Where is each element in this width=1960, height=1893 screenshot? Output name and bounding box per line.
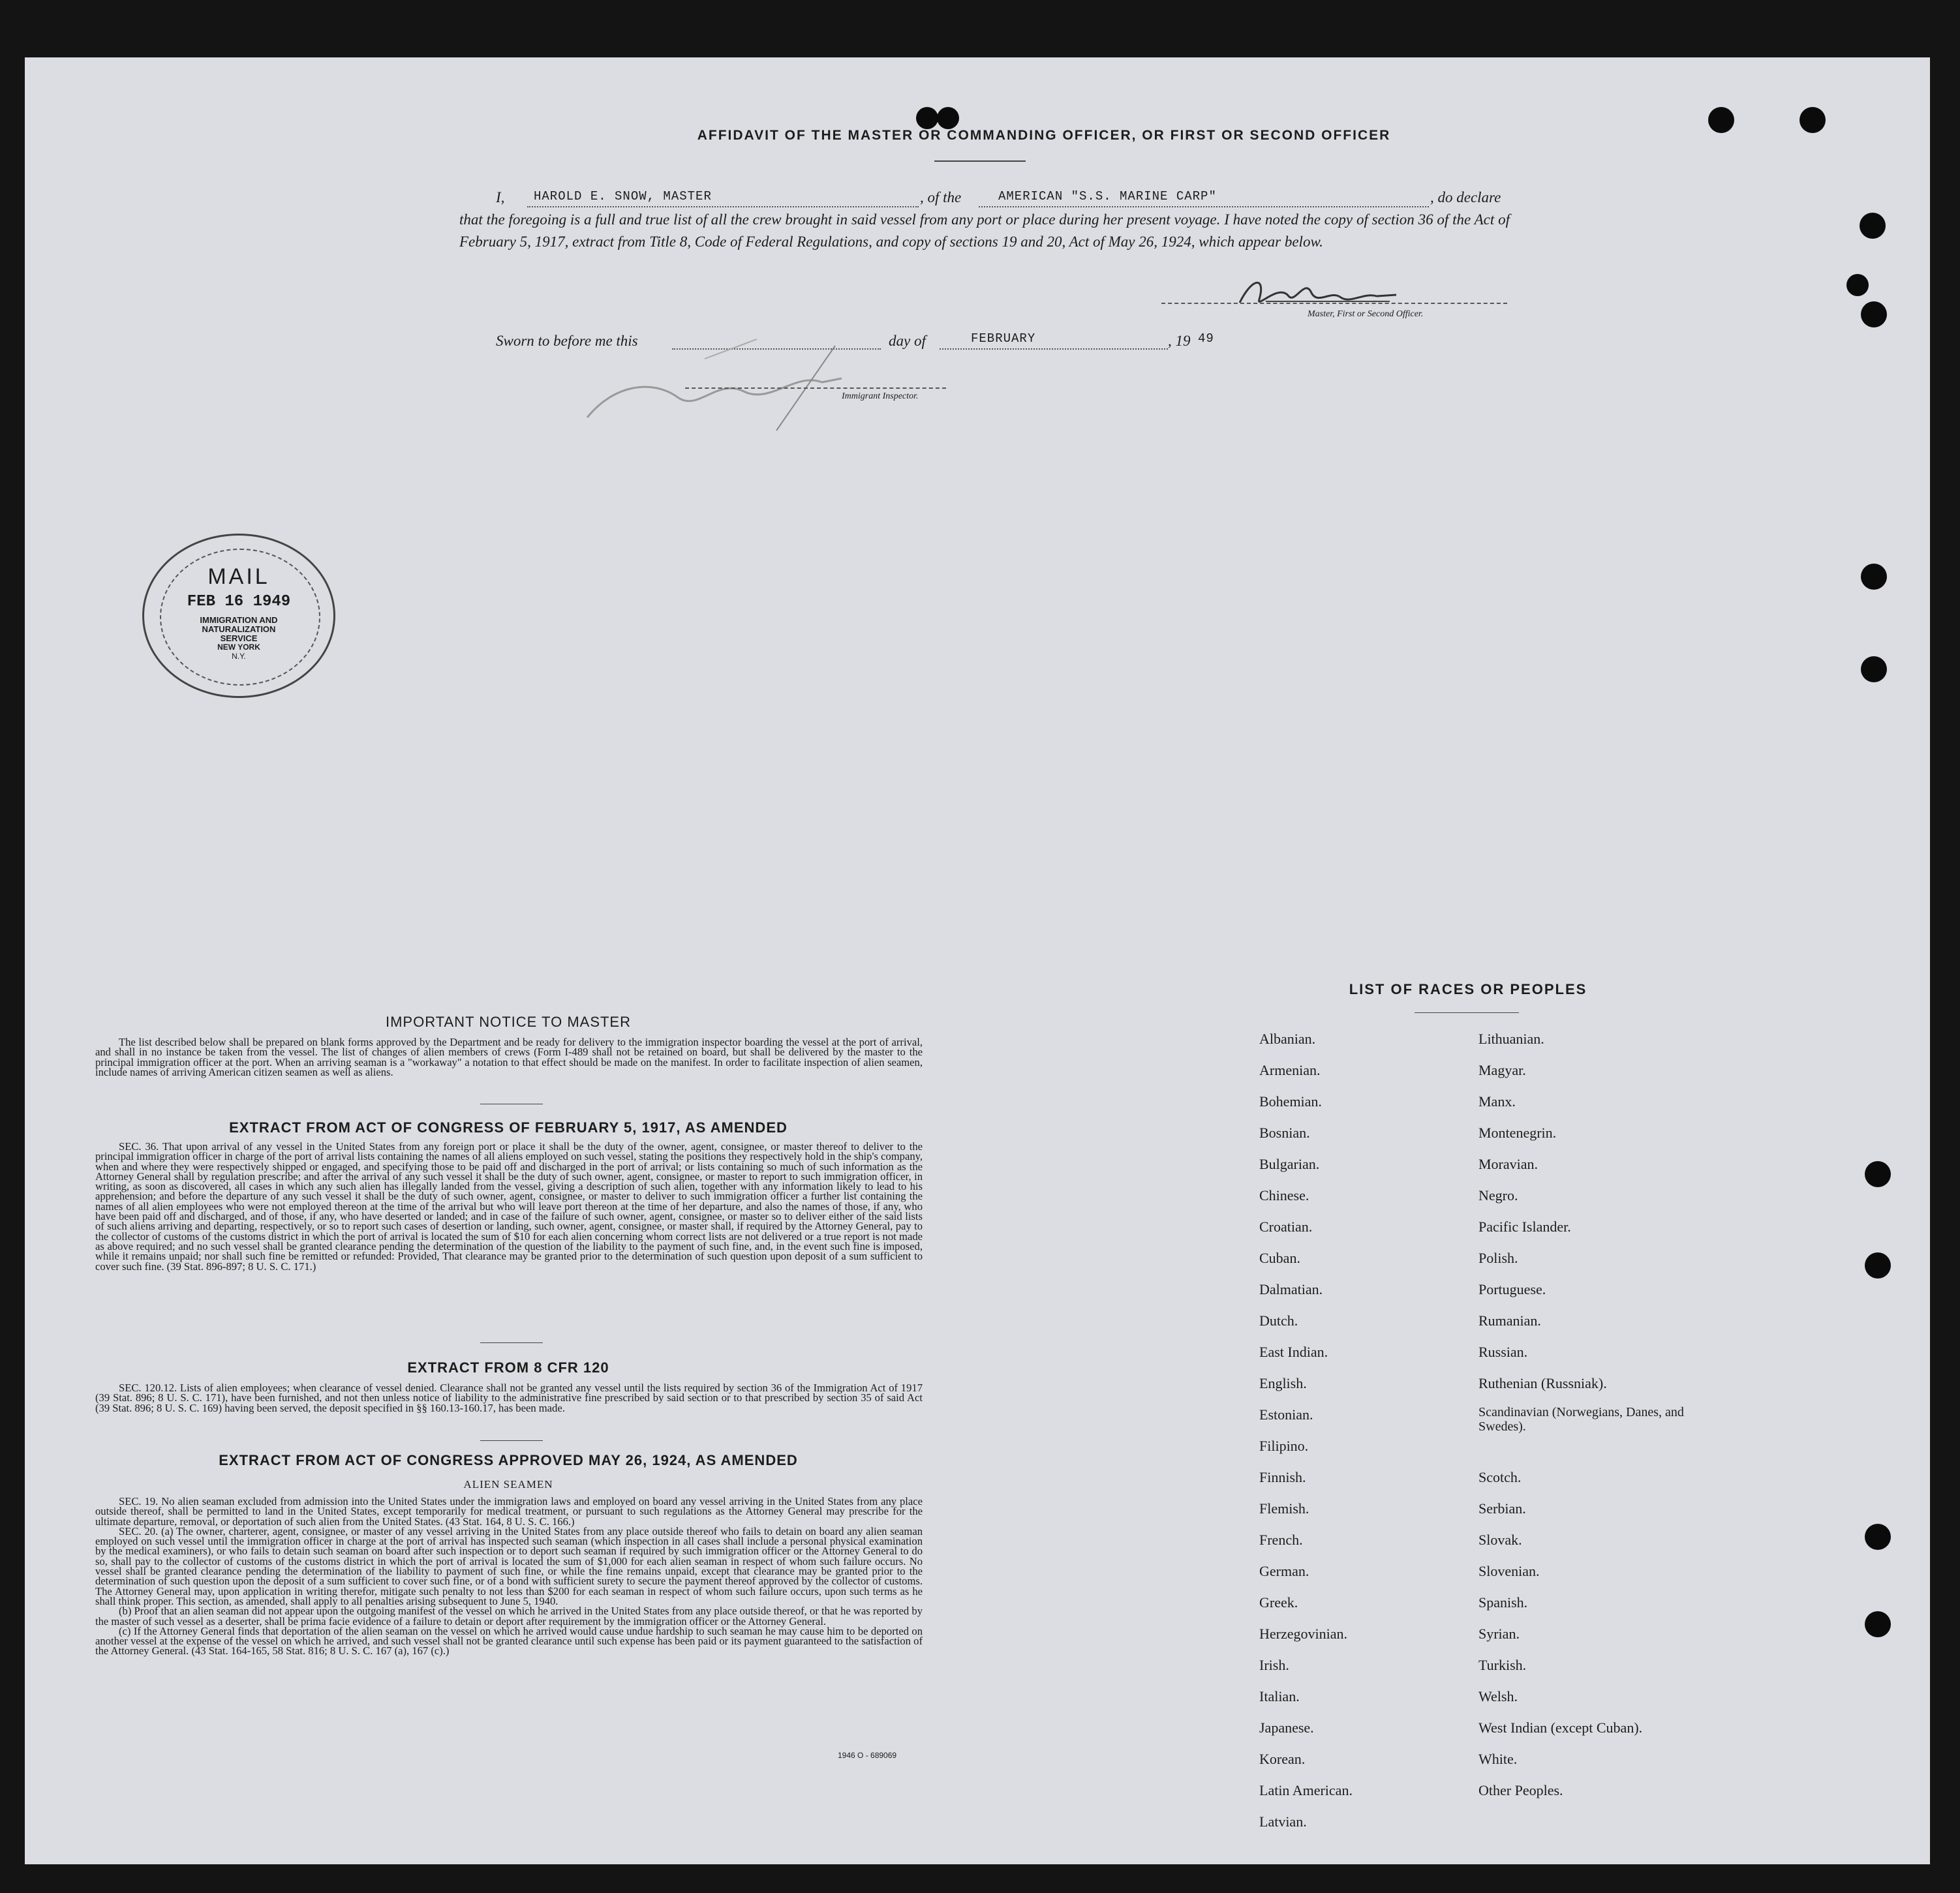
master-name-line <box>527 206 919 207</box>
signature-line <box>1161 303 1507 304</box>
race-item: Rumanian. <box>1478 1312 1541 1329</box>
race-item: Latin American. <box>1259 1782 1353 1798</box>
postmark-stamp <box>142 534 335 698</box>
race-item: Slovak. <box>1478 1532 1522 1548</box>
master-signature <box>1227 264 1409 316</box>
race-item: Estonian. <box>1259 1406 1313 1423</box>
race-item: Dutch. <box>1259 1312 1298 1329</box>
stamp-line: N.Y. <box>232 652 246 661</box>
stamp-date: FEB 16 1949 <box>187 593 291 611</box>
sworn-label: Sworn to before me this <box>496 333 638 349</box>
race-item: Cuban. <box>1259 1250 1300 1266</box>
race-item: Russian. <box>1478 1344 1528 1360</box>
punch-hole-icon <box>1861 656 1887 682</box>
punch-hole-icon <box>1799 107 1826 133</box>
extract-8cfr-body: SEC. 120.12. Lists of alien employees; when clearance of vessel denied. Clearance shall not be granted any vessel until the lists required by section 36 of the Immigration Act of 1917 (39 Stat. 896; 8 U. S. C. 171), have been furnished, and not then unless notice of liability to the administrative fine prescribed by said section or to that prescribed by section 35 of said Act (39 Stat. 896; 8 U. S. C. 169) having been served, the deposit specified in §§ 160.13-160.17, has been made. <box>95 1382 923 1414</box>
race-item: Chinese. <box>1259 1187 1309 1204</box>
month-line <box>940 348 1168 350</box>
race-item: Lithuanian. <box>1478 1031 1544 1047</box>
year-field: 49 <box>1198 331 1214 346</box>
divider <box>1415 1012 1519 1013</box>
race-item: Welsh. <box>1478 1688 1518 1704</box>
do-declare-label: , do declare <box>1430 189 1501 205</box>
extract-1917-title: EXTRACT FROM ACT OF CONGRESS OF FEBRUARY 5, 1917, AS AMENDED <box>229 1119 788 1136</box>
race-item: Spanish. <box>1478 1594 1528 1611</box>
race-item: Bohemian. <box>1259 1093 1322 1110</box>
punch-hole-icon <box>1865 1611 1891 1637</box>
inspector-line <box>685 387 946 389</box>
stamp-line: IMMIGRATION AND <box>200 615 278 625</box>
race-item: Korean. <box>1259 1751 1306 1767</box>
race-item: Manx. <box>1478 1093 1516 1110</box>
section-20b-text: (b) Proof that an alien seaman did not appear upon the outgoing manifest of the vessel on which he arrived in the United States from any place outside thereof, or that he was reported by the master of such vessel as a deserter, shall be prima facie evidence of a failure to detain or deport after requirement by the immigration officer or the Attorney General. <box>95 1605 923 1628</box>
race-item: Serbian. <box>1478 1500 1526 1517</box>
inspector-caption: Immigrant Inspector. <box>842 391 919 401</box>
race-item: Portuguese. <box>1478 1281 1546 1297</box>
extract-8cfr-title: EXTRACT FROM 8 CFR 120 <box>407 1359 609 1376</box>
race-item: Scotch. <box>1478 1469 1522 1485</box>
race-item: Montenegrin. <box>1478 1125 1557 1141</box>
race-item: Latvian. <box>1259 1813 1307 1830</box>
year-prefix: , 19 <box>1168 333 1191 349</box>
race-item: Armenian. <box>1259 1062 1321 1078</box>
print-code: 1946 O - 689069 <box>838 1751 897 1760</box>
race-item: French. <box>1259 1532 1303 1548</box>
race-item: Japanese. <box>1259 1719 1314 1736</box>
vessel-name-field: AMERICAN "S.S. MARINE CARP" <box>998 189 1217 204</box>
punch-hole-icon <box>1860 213 1886 239</box>
race-item: Pacific Islander. <box>1478 1219 1571 1235</box>
race-item: Albanian. <box>1259 1031 1316 1047</box>
punch-hole-icon <box>1865 1252 1891 1279</box>
race-item: Other Peoples. <box>1478 1782 1563 1798</box>
race-item: Filipino. <box>1259 1438 1309 1454</box>
extract-1924-title: EXTRACT FROM ACT OF CONGRESS APPROVED MAY 26, 1924, AS AMENDED <box>219 1452 798 1468</box>
race-item: English. <box>1259 1375 1307 1391</box>
stamp-mail: MAIL <box>207 564 270 589</box>
punch-hole-icon <box>1708 107 1734 133</box>
master-name-field: HAROLD E. SNOW, MASTER <box>534 189 712 204</box>
races-title: LIST OF RACES OR PEOPLES <box>1349 981 1587 997</box>
inspector-signature <box>561 320 926 444</box>
affidavit-i-label: I, <box>496 189 505 205</box>
month-field: FEBRUARY <box>971 331 1036 346</box>
punch-hole-icon <box>1846 274 1869 296</box>
race-item: Syrian. <box>1478 1626 1520 1642</box>
section-20a-text: SEC. 20. (a) The owner, charterer, agent, consignee, or master of any vessel arriving in the United States from any place outside thereof who fails to detain on board any alien seaman employed on such vessel until the immigration officer in charge at the port of arrival has inspected such seaman (which inspection in all cases shall include a personal physical examination by the medical examiners), or who fails to detain such seaman on board after such inspection or to deport such seaman if required by such immigration officer or the Attorney General to do so, shall pay to the collector of customs of the customs district in which the port of arrival is located the sum of $1,000 for each alien seaman in respect of whom such failure occurs. No vessel shall be granted clearance pending the determination of the liability to payment of such fine, or while the fine remains unpaid, except that clearance may be granted prior to the determination of such question upon the deposit of a sum sufficient to cover such fine, or of a bond with sufficient surety to secure the payment thereof approved by the collector of customs. The Attorney General may, upon application in writing therefor, mitigate such penalty to not less than $200 for each seaman in respect of whom such failure occurs, upon such terms as he shall think proper. This section, as amended, shall apply to all penalties arising subsequent to June 5, 1940. <box>95 1524 923 1607</box>
race-item: Polish. <box>1478 1250 1518 1266</box>
punch-hole-icon <box>937 107 959 129</box>
notice-body: The list described below shall be prepared on blank forms approved by the Department and be ready for delivery to the immigration inspector boarding the vessel at the port of arrival, and shall in no instance be taken from the vessel. The list of changes of alien members of crews (Form I-489 shall not be retained on board, but shall be delivered by the master to the principal immigration officer at the port. When an arriving seaman is a "workaway" a notation to that effect should be made on the manifest. In order to facilitate inspection of alien seamen, include names of arriving American citizen seamen as well as aliens. <box>95 1036 923 1078</box>
stamp-line: NATURALIZATION <box>202 624 276 634</box>
race-item: Slovenian. <box>1478 1563 1540 1579</box>
race-item: Finnish. <box>1259 1469 1306 1485</box>
race-item: Croatian. <box>1259 1219 1313 1235</box>
race-item: White. <box>1478 1751 1518 1767</box>
extract-1924-body <box>95 1496 923 1656</box>
race-item: Greek. <box>1259 1594 1298 1611</box>
punch-hole-icon <box>1861 564 1887 590</box>
race-item: Turkish. <box>1478 1657 1527 1673</box>
affidavit-title: AFFIDAVIT OF THE MASTER OR COMMANDING OFFICER, OR FIRST OR SECOND OFFICER <box>697 128 1391 143</box>
race-item: East Indian. <box>1259 1344 1328 1360</box>
race-item: Irish. <box>1259 1657 1289 1673</box>
day-of-label: day of <box>889 333 926 349</box>
race-item: Magyar. <box>1478 1062 1526 1078</box>
race-item: Ruthenian (Russniak). <box>1478 1375 1607 1391</box>
punch-hole-icon <box>1861 301 1887 327</box>
vessel-name-line <box>979 206 1429 207</box>
punch-hole-icon <box>1865 1161 1891 1187</box>
race-item: German. <box>1259 1563 1309 1579</box>
race-item: Negro. <box>1478 1187 1518 1204</box>
extract-1917-body: SEC. 36. That upon arrival of any vessel in the United States from any foreign port or place it shall be the duty of the owner, agent, consignee, or master thereof to deliver to the principal immigration officer in charge of the port of arrival lists containing the names of all aliens employed on such vessel, stating the positions they respectively hold in the ship's company, when and where they were respectively shipped or engaged, and specifying those to be paid off and discharged in the port of arrival; or lists containing so much of such information as the Attorney General shall by regulation prescribe; and after the arrival of any such vessel it shall be the duty of such owner, agent, consignee, or master to report to such immigration officer, in writing, as soon as discovered, all cases in which any such alien has illegally landed from the vessel, giving a description of such alien, together with any information likely to lead to his apprehension; and before the departure of any such vessel it shall be the duty of such owner, agent, consignee, or master to deliver to such immigration officer a further list containing the names of all alien employees who were not employed thereon at the time of the arrival but who will leave port thereon at the time of her departure, and also the names of those, if any, who have been paid off and discharged, and of those, if any, who have deserted or landed; and in case of the failure of such owner, agent, consignee, or master so to deliver either of the said lists of such aliens arriving and departing, respectively, or so to report such cases of desertion or landing, such owner, agent, consignee, or master shall, if required by the Attorney General, pay to the collector of customs of the customs district in which the port of arrival is located the sum of $10 for each alien concerning whom correct lists are not delivered or a true report is not made as above required; and no such vessel shall be granted clearance pending the determination of the question of the liability to the payment of such fine, and, in the event such fine is imposed, while it remains unpaid; nor shall such fine be remitted or refunded: Provided, That clearance may be granted prior to the determination of such question upon deposit of a sum sufficient to cover such fine. (39 Stat. 896-897; 8 U. S. C. 171.) <box>95 1140 923 1273</box>
notice-title: IMPORTANT NOTICE TO MASTER <box>385 1014 631 1030</box>
race-item: Italian. <box>1259 1688 1300 1704</box>
race-item: Dalmatian. <box>1259 1281 1323 1297</box>
divider <box>480 1440 543 1441</box>
signature-caption: Master, First or Second Officer. <box>1308 309 1424 319</box>
race-item: Bulgarian. <box>1259 1156 1320 1172</box>
race-item: Flemish. <box>1259 1500 1309 1517</box>
race-item: Herzegovinian. <box>1259 1626 1347 1642</box>
divider <box>934 160 1026 162</box>
stamp-line: SERVICE <box>220 633 258 643</box>
section-20c-text: (c) If the Attorney General finds that deportation of the alien seaman on the vessel on which he arrived would cause undue hardship to such seaman he may cause him to be deported on another vessel at the expense of the vessel on which he arrived, and such vessel shall not be granted clearance until such expense has been paid or its payment guaranteed to the satisfaction of the Attorney General. (43 Stat. 164-165, 58 Stat. 816; 8 U. S. C. 167 (a), 167 (c).) <box>95 1624 923 1658</box>
divider <box>480 1342 543 1343</box>
section-19-text: SEC. 19. No alien seaman excluded from admission into the United States under the immigration laws and employed on board any vessel arriving in the United States from any place outside thereof, shall be permitted to land in the United States, except temporarily for medical treatment, or pursuant to such regulations as the Attorney General may prescribe for the ultimate departure, removal, or deportation of such alien from the United States. (43 Stat. 164, 8 U. S. C. 166.) <box>95 1495 923 1528</box>
race-item: Moravian. <box>1478 1156 1539 1172</box>
extract-1924-subtitle: ALIEN SEAMEN <box>463 1478 553 1491</box>
punch-hole-icon <box>1865 1524 1891 1550</box>
punch-hole-icon <box>916 107 938 129</box>
race-item: West Indian (except Cuban). <box>1478 1719 1643 1736</box>
stamp-line: NEW YORK <box>217 643 260 652</box>
race-item: Bosnian. <box>1259 1125 1310 1141</box>
race-item: Scandinavian (Norwegians, Danes, and Swedes). <box>1478 1405 1684 1434</box>
of-the-label: , of the <box>920 189 962 205</box>
declaration-text: that the foregoing is a full and true list of all the crew brought in said vessel from any port or place during her present voyage. I have noted the copy of section 36 of the Act of February 5, 1917, extract from Title 8, Code of Federal Regulations, and copy of sections 19 and 20, Act of May 26, 1924, which appear below. <box>459 211 1510 250</box>
